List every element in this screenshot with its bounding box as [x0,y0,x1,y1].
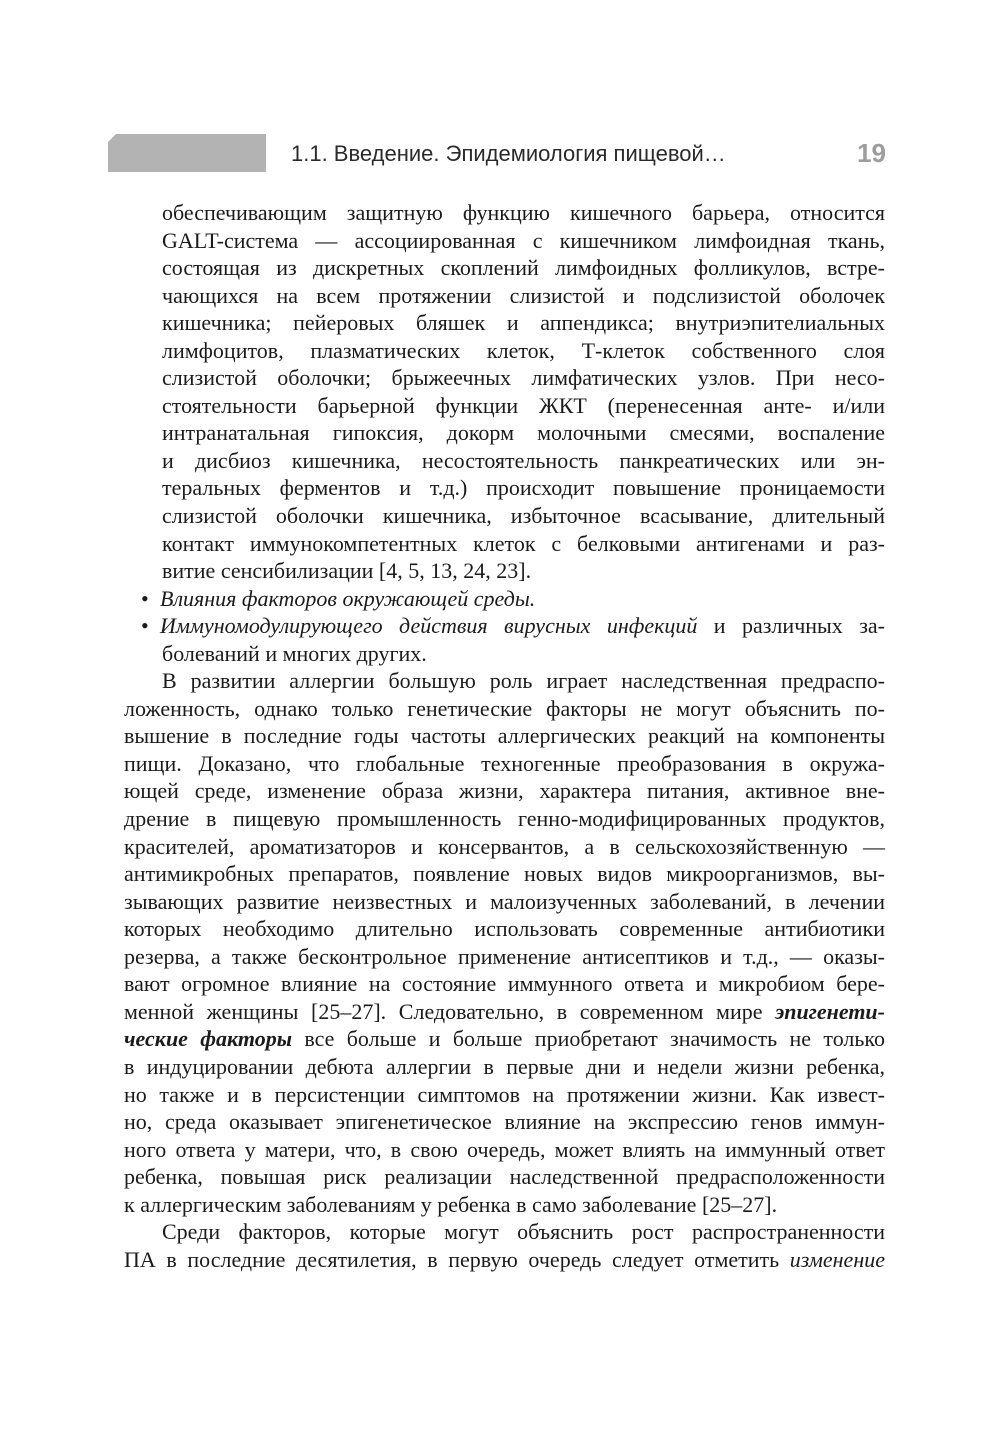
text-line: В развитии аллергии большую роль играет наследственная предраспо- [162,668,885,694]
text-line: состоящая из дискретных скоплений лимфоидных фолликулов, встре- [162,255,885,281]
text-line: теральных ферментов и т.д.) происходит повышение проницаемости [162,475,885,501]
text-line: слизистой оболочки; брыжеечных лимфатических узлов. При несо- [162,365,885,391]
text-line: но, среда оказывает эпигенетическое влияние на экспрессию генов иммун- [124,1109,885,1135]
text-line: интранатальная гипоксия, докорм молочными смесями, воспаление [162,420,885,446]
text-segment: ПА в последние десятилетия, в первую очередь следует отметить [124,1246,790,1272]
text-line: ющей среде, изменение образа жизни, характера питания, активное вне- [124,778,885,804]
text-line: контакт иммунокомпетентных клеток с белковыми антигенами и раз- [162,530,885,556]
text-line: в индуцировании дебюта аллергии в первые дни и недели жизни ребенка, [124,1053,885,1079]
bullet-item [124,612,885,640]
text-line: ложенность, однако только генетические факторы не могут объяснить по- [124,695,885,721]
text-line: вышение в последние годы частоты аллергических реакций на компоненты [124,723,885,749]
text-segment: менной женщины [25–27]. Следовательно, в современном мире [124,998,776,1024]
text-line: и дисбиоз кишечника, несостоятельность панкреатических или эн- [162,447,885,473]
text-line: антимикробных препаратов, появление новых видов микроорганизмов, вы- [124,861,885,887]
text-line: обеспечивающим защитную функцию кишечного барьера, относится [162,200,885,225]
text-line: ребенка, повышая риск реализации наследственной предрасположенности [124,1164,885,1190]
bullet-text: и различных за- [697,613,885,639]
text-line: GALT-система — ассоциированная с кишечником лимфоидная ткань, [162,227,885,253]
bullet-text-italic: Влияния факторов окружающей среды. [160,585,536,611]
text-line: витие сенсибилизации [4, 5, 13, 24, 23]. [162,558,532,584]
text-line [124,998,885,1026]
text-line: пищи. Доказано, что глобальные техногенные преобразования в окружа- [124,750,885,776]
bullet-item [124,585,885,613]
text-line: чающихся на всем протяжении слизистой и подслизистой оболочек [162,282,885,308]
page-number: 19 [857,138,886,168]
text-line: кишечника; пейеровых бляшек и аппендикса; внутриэпителиальных [162,310,885,336]
text-line: стоятельности барьерной функции ЖКТ (перенесенная анте- и/или [162,392,885,418]
running-header-title: 1.1. Введение. Эпидемиология пищевой… [291,141,726,166]
bullet-text-italic: Иммуномодулирующего действия вирусных инфекций [160,613,698,639]
text-line: красителей, ароматизаторов и консервантов, а в сельскохозяйственную — [124,833,885,859]
text-line: вают огромное влияние на состояние иммунного ответа и микробиом бере- [124,971,885,997]
italic-term: изменение [789,1246,885,1272]
text-line: Среди факторов, которые могут объяснить рост распространенности [162,1219,885,1245]
text-line: ного ответа у матери, что, в свою очередь, может влиять на иммунный ответ [124,1136,885,1162]
text-line: слизистой оболочки кишечника, избыточное всасывание, длительный [162,503,885,529]
text-line: резерва, а также бесконтрольное применение антисептиков и т.д., — оказы- [124,943,885,969]
text-line: но также и в персистенции симптомов на протяжении жизни. Как извест- [124,1081,885,1107]
header-gray-bar [108,134,266,172]
text-line [124,1246,885,1274]
bullet-marker: • [141,585,149,611]
text-line: дрение в пищевую промышленность генно-модифицированных продуктов, [124,806,885,832]
text-segment: все больше и больше приобретают значимость не только [291,1026,885,1052]
emphasis-term: эпигенети- [775,998,885,1024]
text-line: зывающих развитие неизвестных и малоизученных заболеваний, в лечении [124,888,885,914]
text-line: болеваний и многих других. [162,640,427,666]
bullet-marker: • [141,613,149,639]
text-line [124,1025,885,1053]
text-line: лимфоцитов, плазматических клеток, Т-клеток собственного слоя [162,337,885,363]
text-line: которых необходимо длительно использовать современные антибиотики [124,916,885,942]
emphasis-term: ческие факторы [124,1026,292,1052]
body-text [124,199,885,1273]
text-line: к аллергическим заболеваниям у ребенка в само заболевание [25–27]. [124,1191,778,1217]
